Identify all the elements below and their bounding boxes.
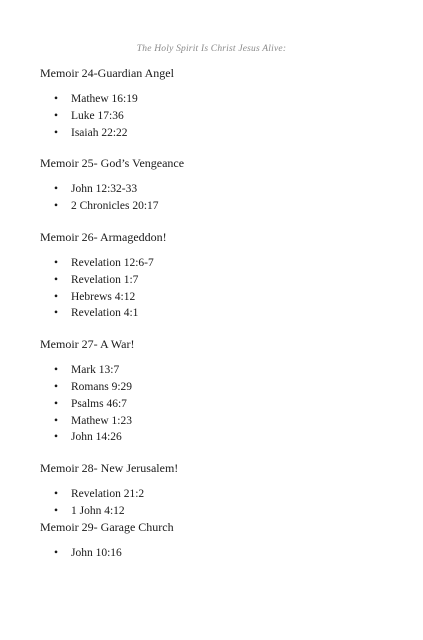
- verse-reference: Revelation 4:1: [71, 307, 139, 320]
- memoir-heading: Memoir 24-Guardian Angel: [40, 66, 174, 80]
- verse-item: [40, 379, 400, 396]
- bullet-icon: •: [54, 307, 59, 320]
- memoir-heading: Memoir 25- God’s Vengeance: [40, 156, 185, 171]
- bullet-icon: •: [54, 256, 59, 269]
- verse-reference: Psalms 46:7: [71, 397, 127, 410]
- memoir-section: [40, 230, 400, 322]
- memoir-heading: Memoir 28- New Jerusalem!: [40, 461, 179, 476]
- memoir-section: [40, 461, 400, 520]
- verse-list: [40, 362, 400, 446]
- verse-item: [40, 181, 400, 198]
- memoir-section: [40, 156, 400, 215]
- verse-item: [40, 503, 400, 520]
- verse-item: [40, 198, 400, 215]
- verse-item: [40, 362, 400, 379]
- verse-reference: Revelation 21:2: [71, 488, 145, 501]
- verse-item: [40, 125, 400, 142]
- verse-reference: 2 Chronicles 20:17: [71, 200, 159, 213]
- verse-item: [40, 255, 400, 272]
- verse-item: [40, 91, 400, 108]
- verse-reference: Romans 9:29: [71, 380, 133, 393]
- verse-list: [40, 545, 400, 562]
- memoir-section: [40, 66, 400, 141]
- verse-reference: John 10:16: [71, 546, 122, 559]
- memoir-heading: Memoir 26- Armageddon!: [40, 229, 167, 244]
- verse-reference: Mathew 1:23: [71, 414, 133, 427]
- verse-reference: Luke 17:36: [71, 109, 124, 122]
- verse-list: [40, 181, 400, 215]
- verse-item: [40, 486, 400, 503]
- verse-item: [40, 413, 400, 430]
- bullet-icon: •: [54, 414, 59, 427]
- bullet-icon: •: [54, 431, 59, 444]
- memoir-section: [40, 520, 400, 562]
- bullet-icon: •: [54, 380, 59, 393]
- bullet-icon: •: [54, 109, 59, 122]
- verse-reference: Isaiah 22:22: [71, 126, 128, 139]
- verse-item: [40, 272, 400, 289]
- verse-item: [40, 289, 400, 306]
- verse-reference: Mark 13:7: [71, 364, 120, 377]
- bullet-icon: •: [54, 504, 59, 517]
- bullet-icon: •: [54, 546, 59, 559]
- verse-reference: Revelation 12:6-7: [71, 256, 154, 269]
- verse-reference: John 14:26: [71, 431, 122, 444]
- verse-reference: Revelation 1:7: [71, 273, 139, 286]
- verse-list: [40, 255, 400, 322]
- memoir-heading: Memoir 29- Garage Church: [40, 519, 174, 534]
- bullet-icon: •: [54, 364, 59, 377]
- verse-item: [40, 429, 400, 446]
- verse-reference: John 12:32-33: [71, 183, 138, 196]
- bullet-icon: •: [54, 126, 59, 139]
- bullet-icon: •: [54, 183, 59, 196]
- verse-list: [40, 91, 400, 141]
- verse-item: [40, 396, 400, 413]
- verse-list: [40, 486, 400, 520]
- page-content: [40, 66, 400, 562]
- verse-item: [40, 305, 400, 322]
- memoir-heading: Memoir 27- A War!: [40, 337, 135, 352]
- bullet-icon: •: [54, 93, 59, 105]
- bullet-icon: •: [54, 200, 59, 213]
- verse-reference: 1 John 4:12: [71, 504, 125, 517]
- bullet-icon: •: [54, 290, 59, 303]
- verse-reference: Hebrews 4:12: [71, 290, 136, 303]
- bullet-icon: •: [54, 273, 59, 286]
- verse-item: [40, 108, 400, 125]
- bullet-icon: •: [54, 397, 59, 410]
- memoir-section: [40, 337, 400, 446]
- verse-reference: Mathew 16:19: [71, 93, 138, 105]
- bullet-icon: •: [54, 488, 59, 501]
- running-header: The Holy Spirit Is Christ Jesus Alive:: [136, 44, 287, 54]
- verse-item: [40, 545, 400, 562]
